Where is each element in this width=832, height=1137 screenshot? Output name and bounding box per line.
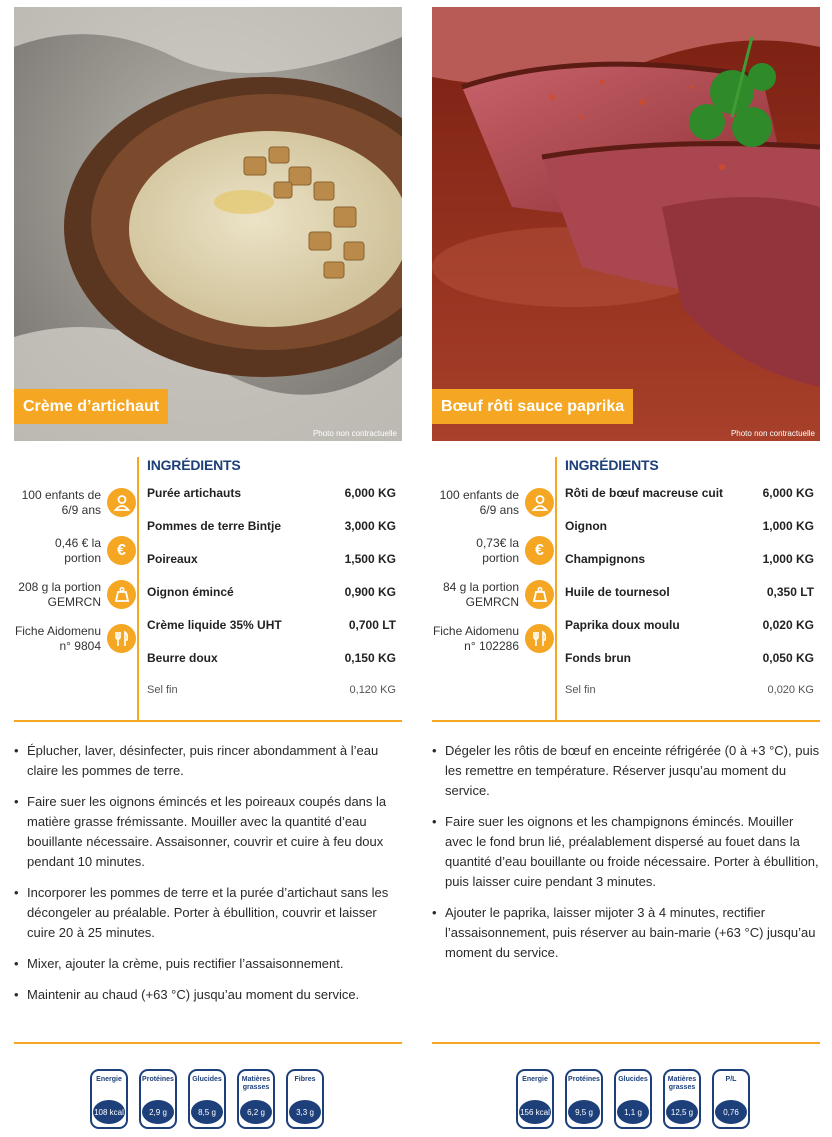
ingredient-name: Paprika doux moulu (565, 618, 680, 632)
ingredient-row (565, 552, 814, 585)
nutrition-label: P/L (725, 1076, 737, 1083)
nutrition-value: 3,3 g (289, 1100, 321, 1124)
nutrition-badges (90, 1069, 324, 1129)
nutrition-badge-energy (90, 1069, 128, 1129)
step-item: • Maintenir au chaud (+63 °C) jusqu’au moment du service. (14, 985, 402, 1005)
nutrition-label: Matières grasses (241, 1076, 271, 1091)
nutrition-label: Protéines (142, 1076, 174, 1083)
nutrition-value: 9,5 g (568, 1100, 600, 1124)
info-text: 84 g la portion GEMRCN (442, 580, 519, 609)
nutrition-label: Protéines (568, 1076, 600, 1083)
ingredient-row (565, 684, 814, 717)
recipe-info (432, 488, 554, 668)
ingredient-row (565, 519, 814, 552)
ingredients-divider (137, 457, 139, 720)
ingredient-name: Champignons (565, 552, 645, 566)
nutrition-value: 6,2 g (240, 1100, 272, 1124)
info-text: Fiche Aidomenu n° 9804 (14, 624, 101, 653)
nutrition-label: Energie (96, 1076, 122, 1083)
ingredients-divider (555, 457, 557, 720)
ingredient-qty: 0,350 LT (766, 585, 814, 599)
ingredient-qty: 0,120 KG (349, 684, 396, 696)
euro-icon: € (525, 536, 554, 565)
ingredient-qty: 0,150 KG (344, 651, 396, 665)
info-portion (432, 580, 554, 624)
section-divider (432, 1042, 820, 1044)
recipe-info (14, 488, 136, 668)
ingredient-name: Oignon (565, 519, 607, 533)
scale-icon (107, 580, 136, 609)
ingredient-qty: 0,900 KG (344, 585, 396, 599)
ingredient-qty: 6,000 KG (344, 486, 396, 500)
ingredient-name: Purée artichauts (147, 486, 242, 500)
ingredient-row (147, 486, 396, 519)
recipe-title: Crème d’artichaut (14, 389, 168, 424)
person-icon (107, 488, 136, 517)
ingredient-name: Sel fin (565, 684, 596, 696)
step-item: • Ajouter le paprika, laisser mijoter 3 à 4 minutes, rectifier l’assaisonnement, puis réserver au bain-marie (+63 °C) jusqu’au moment du service. (432, 903, 820, 963)
photo-disclaimer: Photo non contractuelle (730, 429, 815, 438)
roast-beef-image (432, 7, 820, 441)
ingredient-name: Huile de tournesol (565, 585, 670, 599)
ingredient-qty: 0,050 KG (762, 651, 814, 665)
nutrition-value: 2,9 g (142, 1100, 174, 1124)
info-servings (432, 488, 554, 536)
ingredients-title: INGRÉDIENTS (565, 457, 659, 473)
nutrition-value: 1,1 g (617, 1100, 649, 1124)
nutrition-label: Glucides (192, 1076, 222, 1083)
ingredient-name: Pommes de terre Bintje (147, 519, 282, 533)
ingredient-row (147, 684, 396, 717)
step-item: • Incorporer les pommes de terre et la purée d’artichaut sans les décongeler au préalable. Porter à ébullition, couvrir et laisser cuire 20 à 25 minutes. (14, 883, 402, 943)
ingredient-row (565, 651, 814, 684)
preparation-steps (14, 741, 402, 1016)
nutrition-badge-energy (516, 1069, 554, 1129)
ingredients-list (565, 486, 814, 717)
step-item: • Faire suer les oignons émincés et les poireaux coupés dans la matière grasse frémissante. Mouiller avec la quantité d’eau bouillante nécessaire. Assaisonner, couvrir et cuire à feu doux pendant 10 minutes. (14, 792, 402, 872)
ingredient-name: Fonds brun (565, 651, 631, 665)
info-servings (14, 488, 136, 536)
cutlery-icon (525, 624, 554, 653)
info-price (432, 536, 554, 580)
dish-photo (432, 7, 820, 441)
ingredient-qty: 0,020 KG (767, 684, 814, 696)
ingredient-name: Beurre doux (147, 651, 218, 665)
recipe-card-boeuf-roti (432, 0, 820, 1137)
nutrition-label: Glucides (618, 1076, 648, 1083)
ingredient-row (565, 486, 814, 519)
section-divider (14, 720, 402, 722)
info-text: 100 enfants de 6/9 ans (21, 488, 101, 517)
cutlery-icon (107, 624, 136, 653)
nutrition-badge-proteins (565, 1069, 603, 1129)
nutrition-badge-carbs (188, 1069, 226, 1129)
nutrition-badge-fiber (286, 1069, 324, 1129)
soup-bowl-image (14, 7, 402, 441)
nutrition-badge-carbs (614, 1069, 652, 1129)
nutrition-badge-fat (237, 1069, 275, 1129)
nutrition-label: Matières grasses (667, 1076, 697, 1091)
ingredient-name: Sel fin (147, 684, 178, 696)
ingredient-name: Oignon émincé (147, 585, 234, 599)
nutrition-badge-proteins (139, 1069, 177, 1129)
ingredient-row (147, 519, 396, 552)
info-portion (14, 580, 136, 624)
step-item: • Éplucher, laver, désinfecter, puis rincer abondamment à l’eau claire les pommes de terre. (14, 741, 402, 781)
info-reference (432, 624, 554, 668)
step-item: • Mixer, ajouter la crème, puis rectifier l’assaisonnement. (14, 954, 402, 974)
ingredient-name: Poireaux (147, 552, 198, 566)
nutrition-label: Fibres (294, 1076, 316, 1083)
ingredient-name: Crème liquide 35% UHT (147, 618, 282, 632)
ingredient-name: Rôti de bœuf macreuse cuit (565, 486, 724, 500)
ingredient-row (147, 585, 396, 618)
ingredient-qty: 1,000 KG (762, 519, 814, 533)
ingredient-row (565, 618, 814, 651)
ingredient-row (147, 552, 396, 585)
nutrition-badges (516, 1069, 750, 1129)
ingredient-qty: 1,500 KG (344, 552, 396, 566)
section-divider (14, 1042, 402, 1044)
ingredient-qty: 0,700 LT (348, 618, 396, 632)
dish-photo (14, 7, 402, 441)
info-text: 100 enfants de 6/9 ans (439, 488, 519, 517)
nutrition-value: 12,5 g (666, 1100, 698, 1124)
ingredient-qty: 1,000 KG (762, 552, 814, 566)
euro-icon: € (107, 536, 136, 565)
nutrition-label: Energie (522, 1076, 548, 1083)
nutrition-value: 8,5 g (191, 1100, 223, 1124)
recipe-card-creme-artichaut (14, 0, 402, 1137)
info-text: 0,73€ la portion (476, 536, 519, 565)
ingredient-qty: 6,000 KG (762, 486, 814, 500)
step-item: • Faire suer les oignons et les champignons émincés. Mouiller avec le fond brun lié, préalablement dispersé au fouet dans la quantité d’eau bouillante ou froide nécessaire. Porter à ébullition, puis laisser cuire pendant 3 minutes. (432, 812, 820, 892)
recipe-title: Bœuf rôti sauce paprika (432, 389, 633, 424)
ingredient-qty: 0,020 KG (762, 618, 814, 632)
ingredients-list (147, 486, 396, 717)
ingredient-row (565, 585, 814, 618)
info-reference (14, 624, 136, 668)
nutrition-value: 156 kcal (519, 1100, 551, 1124)
info-text: 208 g la portion GEMRCN (18, 580, 101, 609)
nutrition-badge-fat (663, 1069, 701, 1129)
ingredients-title: INGRÉDIENTS (147, 457, 241, 473)
person-icon (525, 488, 554, 517)
ingredient-row (147, 618, 396, 651)
preparation-steps (432, 741, 820, 974)
info-text: 0,46 € la portion (54, 536, 101, 565)
info-text: Fiche Aidomenu n° 102286 (432, 624, 519, 653)
section-divider (432, 720, 820, 722)
info-price (14, 536, 136, 580)
nutrition-badge-pl-ratio (712, 1069, 750, 1129)
step-item: • Dégeler les rôtis de bœuf en enceinte réfrigérée (0 à +3 °C), puis les remettre en température. Réserver jusqu’au moment du service. (432, 741, 820, 801)
ingredient-qty: 3,000 KG (344, 519, 396, 533)
photo-disclaimer: Photo non contractuelle (312, 429, 397, 438)
ingredient-row (147, 651, 396, 684)
nutrition-value: 108 kcal (93, 1100, 125, 1124)
scale-icon (525, 580, 554, 609)
nutrition-value: 0,76 (715, 1100, 747, 1124)
